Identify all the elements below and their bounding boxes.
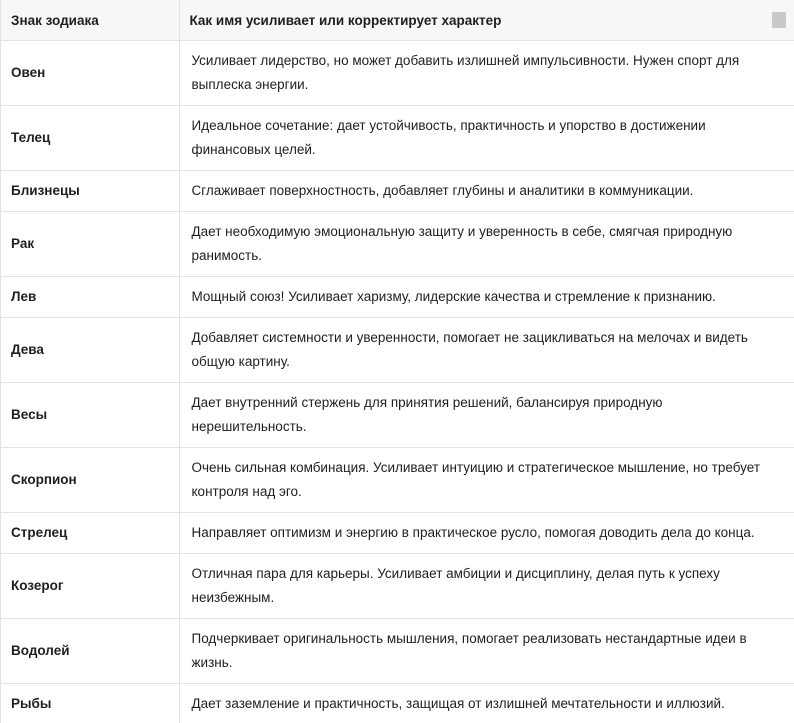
table-row (1, 619, 794, 684)
table-row (1, 383, 794, 448)
sign-cell: Стрелец (1, 513, 179, 554)
description-cell: Сглаживает поверхностность, добавляет глубины и аналитики в коммуникации. (179, 171, 794, 212)
description-cell: Дает необходимую эмоциональную защиту и уверенность в себе, смягчая природную ранимость. (179, 212, 794, 277)
table-header-row (1, 0, 794, 41)
sign-cell: Рыбы (1, 684, 179, 723)
description-cell: Добавляет системности и уверенности, помогает не зацикливаться на мелочах и видеть общую картину. (179, 318, 794, 383)
table-row (1, 684, 794, 723)
table-row (1, 318, 794, 383)
header-description: Как имя усиливает или корректирует характер (179, 0, 794, 41)
description-cell: Дает заземление и практичность, защищая от излишней мечтательности и иллюзий. (179, 684, 794, 723)
table-row (1, 277, 794, 318)
description-cell: Очень сильная комбинация. Усиливает интуицию и стратегическое мышление, но требует контроля над эго. (179, 448, 794, 513)
scroll-handle[interactable] (772, 12, 786, 28)
description-cell: Мощный союз! Усиливает харизму, лидерские качества и стремление к признанию. (179, 277, 794, 318)
table-row (1, 41, 794, 106)
description-cell: Усиливает лидерство, но может добавить излишней импульсивности. Нужен спорт для выплеска энергии. (179, 41, 794, 106)
table-row (1, 106, 794, 171)
sign-cell: Овен (1, 41, 179, 106)
sign-cell: Дева (1, 318, 179, 383)
description-cell: Дает внутренний стержень для принятия решений, балансируя природную нерешительность. (179, 383, 794, 448)
description-cell: Подчеркивает оригинальность мышления, помогает реализовать нестандартные идеи в жизнь. (179, 619, 794, 684)
description-cell: Направляет оптимизм и энергию в практическое русло, помогая доводить дела до конца. (179, 513, 794, 554)
sign-cell: Весы (1, 383, 179, 448)
table-row (1, 212, 794, 277)
sign-cell: Козерог (1, 554, 179, 619)
sign-cell: Телец (1, 106, 179, 171)
table-row (1, 513, 794, 554)
description-cell: Отличная пара для карьеры. Усиливает амбиции и дисциплину, делая путь к успеху неизбежным. (179, 554, 794, 619)
sign-cell: Лев (1, 277, 179, 318)
sign-cell: Близнецы (1, 171, 179, 212)
sign-cell: Рак (1, 212, 179, 277)
table-row (1, 448, 794, 513)
table-row (1, 171, 794, 212)
zodiac-table (1, 0, 794, 723)
description-cell: Идеальное сочетание: дает устойчивость, практичность и упорство в достижении финансовых целей. (179, 106, 794, 171)
table-row (1, 554, 794, 619)
header-sign: Знак зодиака (1, 0, 179, 41)
sign-cell: Водолей (1, 619, 179, 684)
sign-cell: Скорпион (1, 448, 179, 513)
